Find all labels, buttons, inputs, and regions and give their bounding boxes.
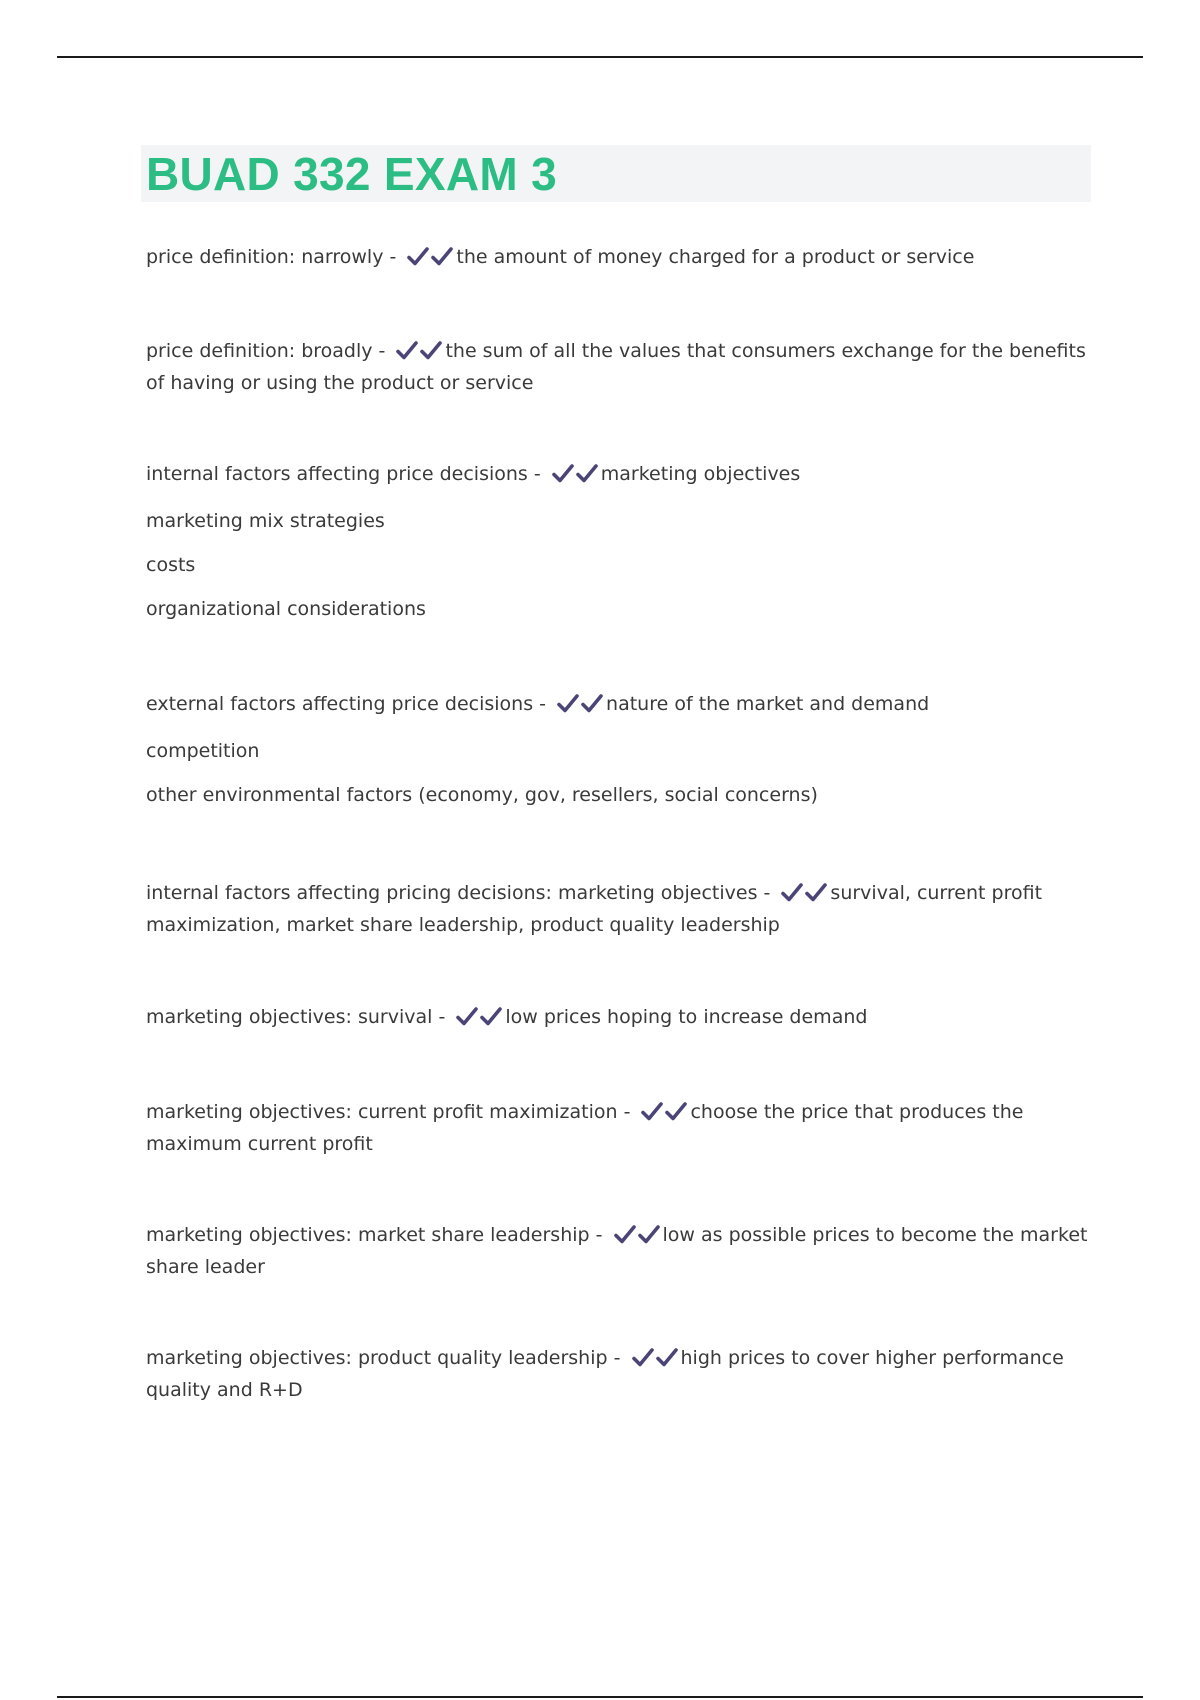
entry-term: price definition: broadly (146, 340, 373, 362)
entry-separator: - (527, 463, 547, 485)
entry-separator: - (372, 340, 392, 362)
entry-extra-line: organizational considerations (146, 598, 426, 620)
entry-answer: marketing objectives (600, 463, 801, 485)
entry-answer: the amount of money charged for a product or service (456, 246, 975, 268)
checkmark-icon (575, 463, 599, 485)
entry-answer: high prices to cover higher performance quality and R+D (146, 1347, 1064, 1401)
double-check-marks (613, 1224, 661, 1253)
entry-answer: the sum of all the values that consumers exchange for the benefits of having or using the product or service (146, 340, 1086, 394)
entry-answer: low as possible prices to become the market share leader (146, 1224, 1088, 1278)
entry-separator: - (432, 1006, 452, 1028)
checkmark-icon (551, 463, 575, 485)
entry-term: internal factors affecting pricing decisions: marketing objectives (146, 882, 758, 904)
entry-answer: choose the price that produces the maximum current profit (146, 1101, 1024, 1155)
checkmark-icon (637, 1224, 661, 1246)
double-check-marks (631, 1347, 679, 1376)
entry-term: external factors affecting price decisions (146, 693, 534, 715)
flashcard-entry (146, 1098, 1091, 1159)
checkmark-icon (780, 882, 804, 904)
checkmark-icon (395, 340, 419, 362)
entry-term: internal factors affecting price decisions (146, 463, 528, 485)
checkmark-icon (804, 882, 828, 904)
entry-term: marketing objectives: market share leadership (146, 1224, 590, 1246)
flashcard-entry (146, 243, 1091, 275)
entry-separator: - (607, 1347, 627, 1369)
double-check-marks (395, 340, 443, 369)
entry-extra-line: marketing mix strategies (146, 510, 385, 532)
flashcard-entry (146, 460, 1091, 624)
entry-answer: low prices hoping to increase demand (505, 1006, 868, 1028)
entry-answer: survival, current profit maximization, market share leadership, product quality leadership (146, 882, 1043, 936)
top-rule (57, 56, 1143, 58)
flashcard-entry (146, 690, 1091, 810)
flashcard-entry (146, 1003, 1091, 1035)
double-check-marks (780, 882, 828, 911)
entry-separator: - (533, 693, 553, 715)
entry-term: price definition: narrowly (146, 246, 384, 268)
flashcard-entry (146, 1221, 1091, 1282)
entry-extra-line: competition (146, 740, 260, 762)
entry-separator: - (617, 1101, 637, 1123)
bottom-rule (57, 1696, 1143, 1698)
entry-separator: - (589, 1224, 609, 1246)
entry-term: marketing objectives: product quality leadership (146, 1347, 608, 1369)
checkmark-icon (580, 693, 604, 715)
checkmark-icon (419, 340, 443, 362)
document-title: BUAD 332 EXAM 3 (146, 148, 557, 200)
entry-term: marketing objectives: survival (146, 1006, 433, 1028)
checkmark-icon (640, 1101, 664, 1123)
entry-answer: nature of the market and demand (606, 693, 930, 715)
entry-term: marketing objectives: current profit maximization (146, 1101, 618, 1123)
checkmark-icon (406, 246, 430, 268)
checkmark-icon (479, 1006, 503, 1028)
checkmark-icon (556, 693, 580, 715)
flashcard-entry (146, 1344, 1091, 1405)
flashcard-entry (146, 879, 1091, 940)
entry-extra-line: other environmental factors (economy, gov, resellers, social concerns) (146, 784, 818, 806)
checkmark-icon (455, 1006, 479, 1028)
entry-separator: - (757, 882, 777, 904)
checkmark-icon (430, 246, 454, 268)
checkmark-icon (664, 1101, 688, 1123)
checkmark-icon (613, 1224, 637, 1246)
double-check-marks (455, 1006, 503, 1035)
entry-extra-line: costs (146, 554, 196, 576)
double-check-marks (640, 1101, 688, 1130)
double-check-marks (551, 463, 599, 492)
checkmark-icon (631, 1347, 655, 1369)
entry-separator: - (383, 246, 403, 268)
double-check-marks (406, 246, 454, 275)
double-check-marks (556, 693, 604, 722)
checkmark-icon (655, 1347, 679, 1369)
flashcard-entry (146, 337, 1091, 398)
